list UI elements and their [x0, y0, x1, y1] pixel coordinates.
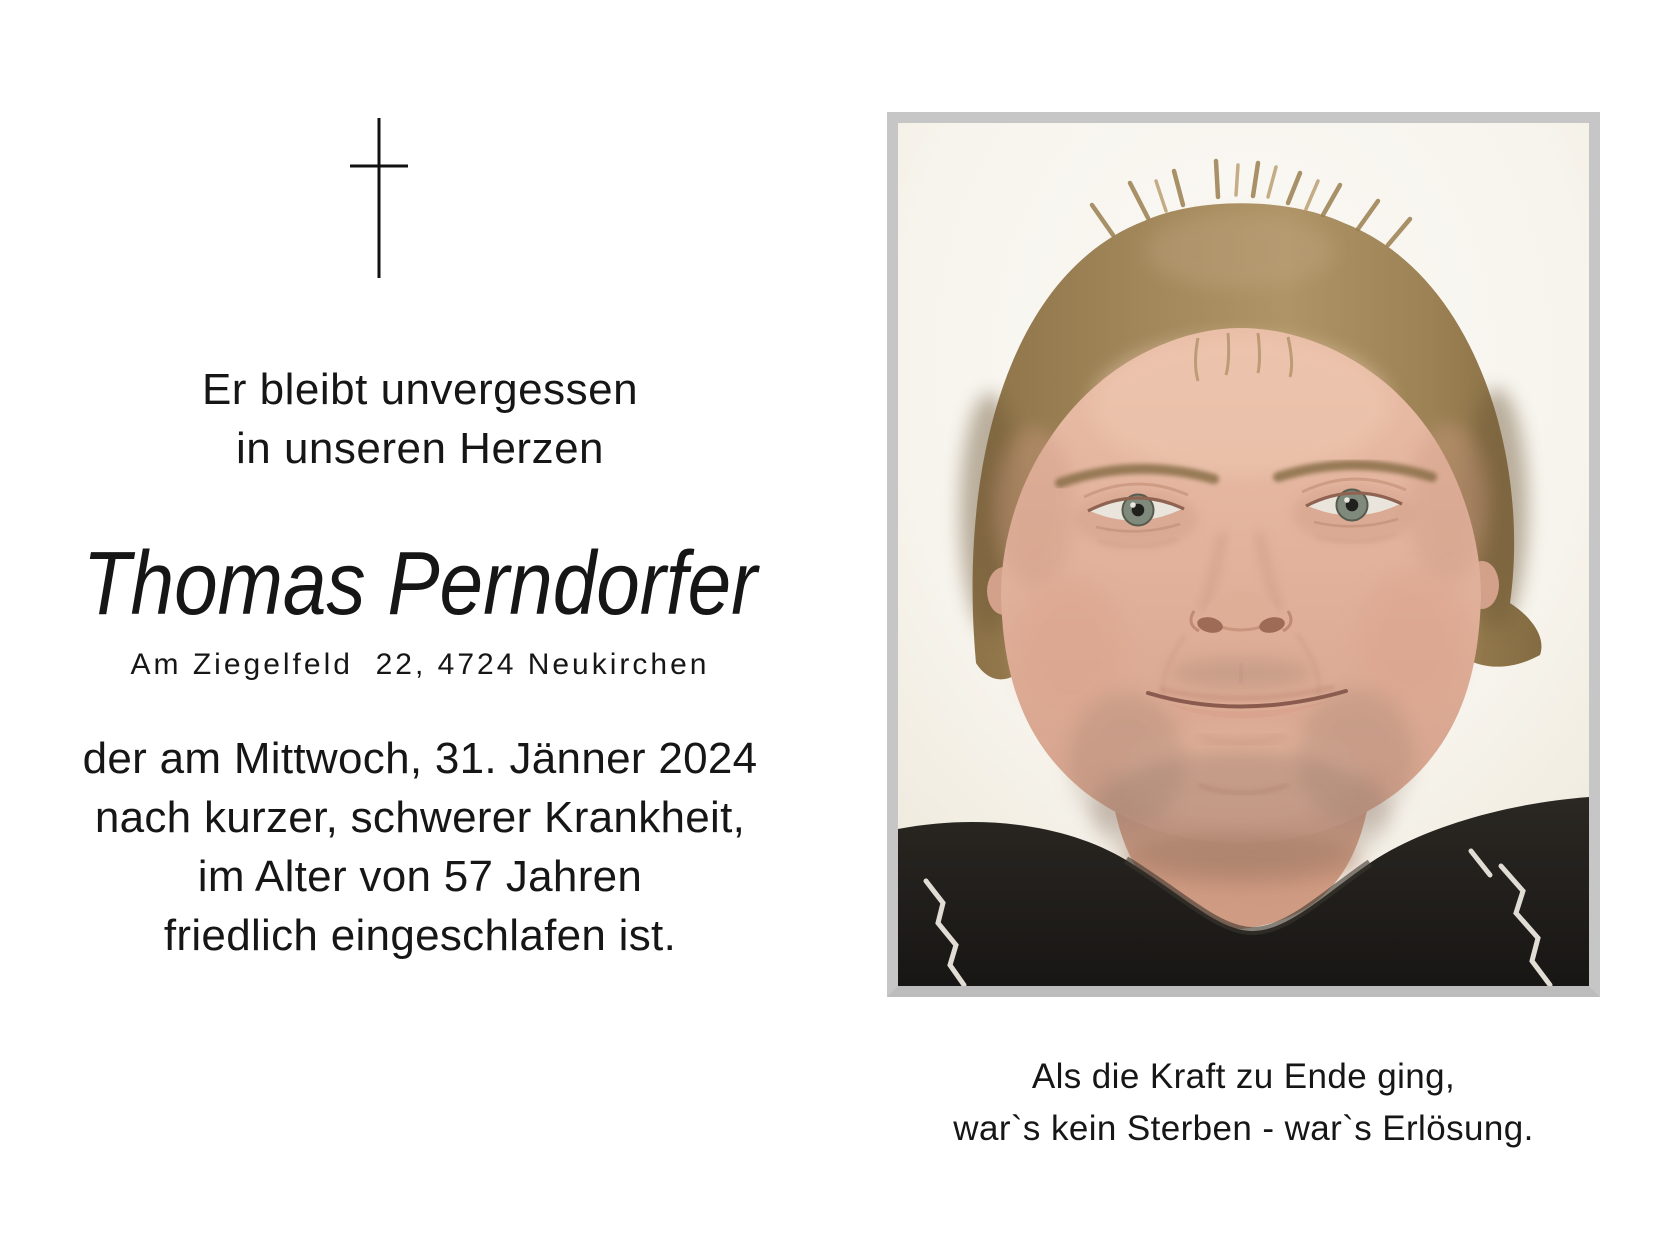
quote-line: Als die Kraft zu Ende ging,: [1031, 1057, 1456, 1096]
obituary-line: der am Mittwoch, 31. Jänner 2024: [82, 734, 758, 783]
obituary-line: nach kurzer, schwerer Krankheit,: [94, 793, 746, 842]
remembrance-line: Er bleibt unvergessen: [201, 365, 639, 414]
deceased-address: Am Ziegelfeld 22, 4724 Neukirchen: [130, 648, 710, 681]
quote-line: war`s kein Sterben - war`s Erlösung.: [953, 1109, 1534, 1148]
memorial-quote: [887, 1051, 1600, 1155]
obituary-line: friedlich eingeschlafen ist.: [163, 911, 677, 960]
obituary-text: [0, 729, 840, 965]
obituary-line: im Alter von 57 Jahren: [197, 852, 643, 901]
remembrance-text: [0, 360, 840, 478]
portrait-photo: [898, 123, 1589, 986]
deceased-name: Thomas Perndorfer: [82, 534, 758, 634]
portrait-frame: [887, 112, 1600, 997]
cross-icon: [345, 110, 415, 284]
remembrance-line: in unseren Herzen: [235, 424, 605, 473]
